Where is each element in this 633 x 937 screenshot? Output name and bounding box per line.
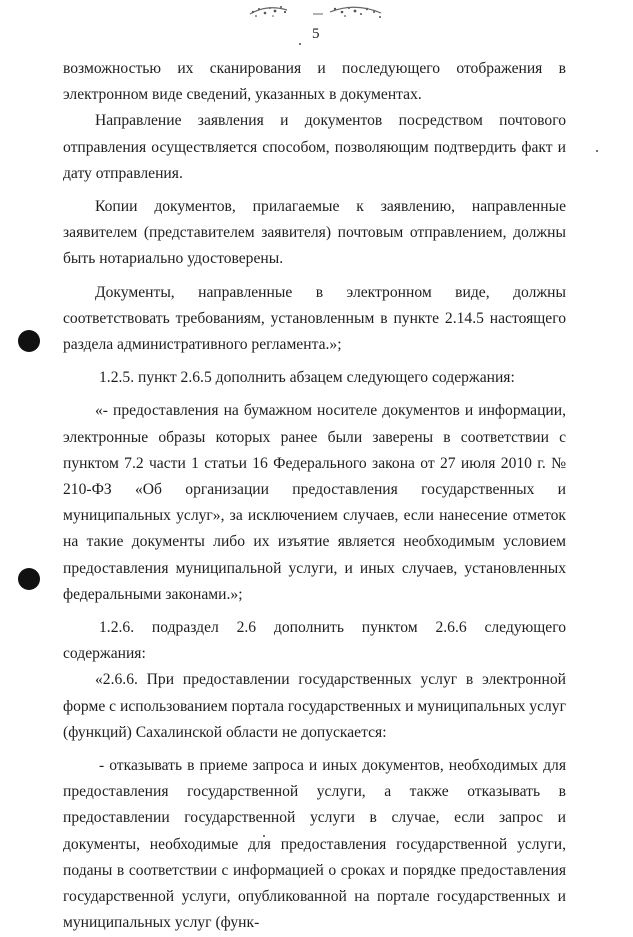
- paragraph: Направление заявления и документов посредством почтового отправления осуществляется способом, позволяющим подтвердить факт и дату отправления.: [63, 112, 566, 182]
- scan-artifact: [215, 0, 405, 28]
- paragraph: «2.6.6. При предоставлении государственных услуг в электронной форме с использованием портала государственных и муниципальных услуг (функций) Сахалинской области не допускается:: [63, 671, 566, 741]
- punch-hole: [18, 330, 40, 352]
- body-text: [63, 56, 566, 937]
- scan-speck: [299, 43, 301, 45]
- punch-hole: [18, 568, 40, 590]
- paragraph: 1.2.5. пункт 2.6.5 дополнить абзацем следующего содержания:: [99, 369, 515, 387]
- paragraph: возможностью их сканирования и последующего отображения в электронном виде сведений, указанных в документах.: [63, 60, 566, 104]
- scan-speck: [596, 150, 598, 152]
- paragraph: 1.2.6. подраздел 2.6 дополнить пунктом 2.6.6 следующего содержания:: [63, 619, 566, 663]
- paragraph: Копии документов, прилагаемые к заявлению, направленные заявителем (представителем заявителя) почтовым отправлением, должны быть нотариально удостоверены.: [63, 198, 566, 268]
- page-number: 5: [312, 26, 320, 42]
- paragraph: «- предоставления на бумажном носителе документов и информации, электронные образы которых ранее были заверены в соответствии с пунктом 7.2 части 1 статьи 16 Федерального закона от 27 июля 2010 г. № 210-ФЗ «Об организации предоставления государственных и муниципальных услуг», за исключением случаев, если нанесение отметок на такие документы либо их изъятие является необходимым условием предоставления муниципальной услуги, и иных случаев, установленных федеральными законами.»;: [63, 402, 566, 603]
- paragraph: - отказывать в приеме запроса и иных документов, необходимых для предоставления государственной услуги, а также отказывать в предоставлении государственной услуги в случае, если запрос и документы, необходимые для предоставления государственной услуги, поданы в соответствии с информацией о сроках и порядке предоставления государственной услуги, опубликованной на портале государственных и муниципальных услуг (функ-: [63, 757, 566, 932]
- paragraph: Документы, направленные в электронном виде, должны соответствовать требованиям, установленным в пункте 2.14.5 настоящего раздела административного регламента.»;: [63, 283, 566, 354]
